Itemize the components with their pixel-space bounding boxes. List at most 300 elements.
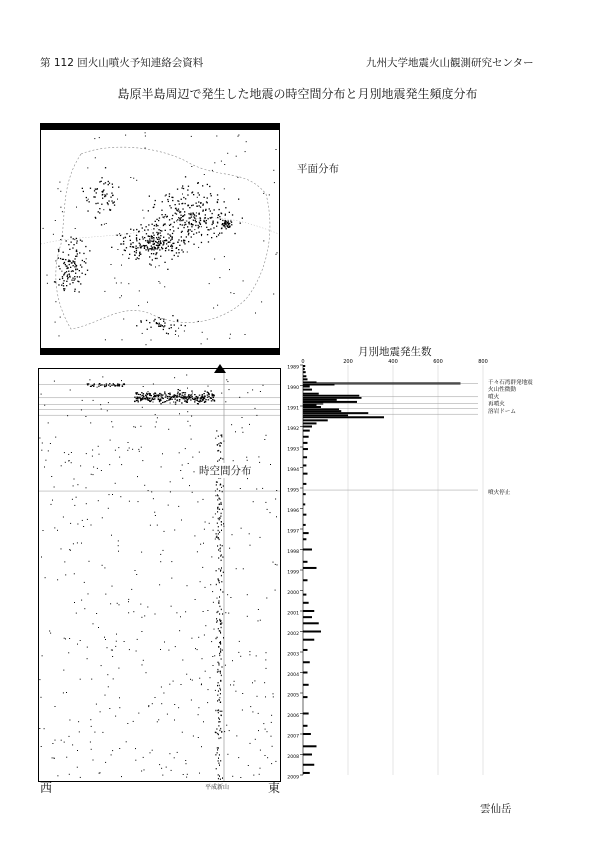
spacetime-dot: [256, 489, 257, 490]
spacetime-dot: [64, 561, 65, 562]
map-dot: [63, 283, 64, 284]
map-dot: [226, 228, 227, 229]
spacetime-dot: [141, 447, 142, 448]
spacetime-dot: [157, 417, 158, 418]
spacetime-dot: [219, 655, 220, 656]
map-dot: [74, 261, 75, 262]
map-dot: [60, 258, 61, 259]
map-dot: [86, 200, 87, 201]
spacetime-dot: [153, 396, 155, 397]
spacetime-dot: [91, 749, 92, 750]
map-dot: [43, 228, 44, 229]
map-dot: [164, 286, 165, 287]
spacetime-dot: [221, 627, 222, 628]
spacetime-dot: [116, 634, 117, 635]
spacetime-dot: [187, 585, 188, 586]
histogram-bar: [303, 672, 308, 674]
histogram-bar: [303, 503, 305, 505]
spacetime-dot: [71, 462, 72, 463]
spacetime-dot: [109, 708, 110, 709]
spacetime-dot: [221, 731, 222, 732]
map-dot: [58, 188, 59, 189]
spacetime-dot: [66, 692, 67, 693]
map-dot: [210, 228, 211, 229]
spacetime-dot: [69, 638, 70, 639]
spacetime-dot: [187, 399, 189, 400]
spacetime-dot: [153, 402, 154, 403]
spacetime-dot: [57, 775, 58, 776]
map-dot: [181, 220, 182, 221]
map-dot: [201, 343, 202, 344]
map-dot: [102, 194, 103, 195]
spacetime-dot: [89, 379, 90, 380]
map-dot: [153, 232, 154, 233]
spacetime-dot: [217, 671, 218, 672]
spacetime-dot: [102, 517, 103, 518]
spacetime-dot: [215, 490, 216, 491]
map-dot: [73, 265, 74, 266]
spacetime-dot: [133, 426, 134, 427]
map-dot: [76, 265, 77, 266]
map-dot: [188, 233, 189, 234]
map-dot: [135, 248, 136, 249]
map-dot: [207, 197, 208, 198]
map-dot: [216, 226, 217, 227]
spacetime-dot: [220, 689, 221, 690]
map-dot: [117, 235, 118, 236]
map-dot: [141, 246, 142, 247]
spacetime-dot: [92, 456, 93, 457]
spacetime-dot: [57, 530, 58, 531]
map-dot: [242, 218, 243, 219]
map-dot: [148, 250, 149, 251]
histogram-bar: [303, 436, 309, 438]
map-dot: [69, 276, 70, 277]
spacetime-dot: [218, 530, 219, 531]
spacetime-dot: [263, 723, 264, 724]
spacetime-dot: [143, 757, 144, 758]
spacetime-dot: [150, 752, 151, 753]
map-dot: [178, 252, 179, 253]
map-dot: [177, 256, 178, 257]
map-dot: [179, 245, 180, 246]
spacetime-dot: [162, 775, 163, 776]
map-dot: [159, 265, 160, 266]
map-dot: [218, 215, 219, 216]
map-dot: [97, 203, 98, 204]
spacetime-dot: [173, 402, 174, 403]
spacetime-dot: [273, 562, 274, 563]
spacetime-dot: [140, 426, 141, 427]
spacetime-dot: [191, 439, 192, 440]
coastline: [56, 147, 270, 329]
spacetime-dot: [199, 452, 200, 453]
map-dot: [225, 214, 226, 215]
spacetime-dot: [275, 499, 276, 500]
histogram-year-label: 1994: [287, 468, 299, 473]
spacetime-dot: [253, 775, 254, 776]
histogram-year-label: 1999: [287, 570, 299, 576]
map-dot: [146, 233, 147, 234]
spacetime-dot: [170, 397, 172, 398]
histogram-bar: [303, 371, 306, 373]
spacetime-dot: [166, 767, 167, 768]
spacetime-dot: [182, 397, 184, 398]
spacetime-dot: [218, 760, 219, 761]
histogram-bar: [303, 538, 306, 540]
spacetime-dot: [232, 534, 233, 535]
map-dot: [69, 274, 70, 275]
volcano-name: 雲仙岳: [480, 803, 512, 815]
spacetime-dot: [109, 494, 110, 495]
spacetime-dot: [221, 393, 222, 394]
map-dot: [160, 283, 161, 284]
map-dot: [155, 258, 156, 259]
map-dot: [238, 135, 239, 136]
map-dot: [75, 228, 76, 229]
spacetime-dot: [164, 392, 166, 393]
spacetime-dot: [211, 400, 213, 401]
spacetime-dot: [259, 774, 260, 775]
spacetime-dot: [150, 525, 151, 526]
map-dot: [171, 197, 172, 198]
spacetime-dot: [218, 758, 219, 759]
spacetime-dot: [249, 651, 250, 652]
spacetime-dot: [83, 526, 84, 527]
spacetime-dot: [214, 629, 215, 630]
map-dot: [206, 227, 207, 228]
map-dot: [146, 344, 147, 345]
map-dot: [219, 216, 220, 217]
map-dot: [240, 223, 241, 224]
map-dot: [138, 258, 139, 259]
spacetime-dot: [230, 684, 231, 685]
spacetime-dot: [212, 394, 214, 395]
spacetime-dot: [220, 589, 221, 590]
map-dot: [86, 258, 87, 259]
spacetime-dot: [175, 404, 177, 405]
spacetime-dot: [93, 384, 94, 385]
map-dot: [169, 193, 170, 194]
map-dot: [144, 245, 145, 246]
map-dot: [157, 233, 158, 234]
spacetime-dot: [186, 401, 188, 402]
spacetime-dot: [120, 496, 121, 497]
map-dot: [68, 261, 69, 262]
map-dot: [217, 201, 218, 202]
map-dot: [261, 301, 262, 302]
map-dot: [96, 189, 97, 190]
spacetime-dot: [225, 665, 226, 666]
map-dot: [147, 240, 148, 241]
map-dot: [166, 243, 167, 244]
map-dot: [166, 333, 167, 334]
spacetime-dot: [81, 409, 82, 410]
map-dot: [60, 317, 61, 318]
spacetime-dot: [161, 703, 162, 704]
spacetime-dot: [249, 533, 250, 534]
map-dot: [157, 239, 158, 240]
document-title: 島原半島周辺で発生した地震の時空間分布と月別地震発生頻度分布: [117, 87, 478, 101]
map-dot: [68, 271, 69, 272]
spacetime-dot: [266, 598, 267, 599]
spacetime-dot: [217, 733, 218, 734]
map-dot: [188, 231, 189, 232]
map-dot: [60, 191, 61, 192]
spacetime-dot: [64, 742, 65, 743]
map-dot: [225, 224, 226, 225]
map-dot: [193, 234, 194, 235]
map-dot: [149, 238, 150, 239]
spacetime-dot: [227, 754, 228, 755]
map-dot: [193, 205, 194, 206]
map-dot: [140, 320, 141, 321]
map-dot: [228, 224, 229, 225]
spacetime-dot: [77, 484, 78, 485]
map-dot: [69, 249, 70, 250]
spacetime-dot: [260, 620, 261, 621]
spacetime-dot: [131, 589, 132, 590]
spacetime-dot: [221, 675, 222, 676]
map-dot: [269, 194, 270, 195]
spacetime-dot: [146, 393, 148, 394]
map-dot: [156, 219, 157, 220]
map-dot: [205, 209, 206, 210]
spacetime-dot: [217, 444, 218, 445]
spacetime-dot: [246, 457, 247, 458]
spacetime-dot: [221, 524, 222, 525]
spacetime-dot: [112, 426, 113, 427]
map-dot: [114, 205, 115, 206]
spacetime-dot: [39, 438, 40, 439]
map-dot: [65, 272, 66, 273]
histogram-year-label: 1996: [287, 509, 299, 514]
map-dot: [86, 197, 87, 198]
map-dot: [156, 252, 157, 253]
map-dot: [214, 259, 215, 260]
spacetime-dot: [89, 561, 90, 562]
spacetime-dot: [216, 622, 217, 623]
spacetime-dot: [197, 649, 198, 650]
map-dot: [81, 266, 82, 267]
spacetime-dot: [219, 653, 220, 654]
map-dot: [125, 237, 126, 238]
spacetime-dot: [71, 452, 72, 453]
histogram-year-label: 1997: [287, 529, 299, 535]
spacetime-dot: [202, 399, 204, 400]
spacetime-dot: [220, 632, 221, 633]
spacetime-dot: [220, 737, 221, 738]
map-dot: [161, 210, 162, 211]
spacetime-dot: [159, 764, 160, 765]
map-dot: [191, 226, 192, 227]
map-dot: [162, 241, 163, 242]
map-dot: [217, 222, 218, 223]
spacetime-dot: [64, 638, 65, 639]
spacetime-dot: [219, 509, 220, 510]
map-dot: [205, 222, 206, 223]
spacetime-dot: [218, 671, 219, 672]
map-dot: [55, 281, 56, 282]
spacetime-dot: [184, 396, 186, 397]
spacetime-dot: [204, 635, 205, 636]
map-dot: [161, 230, 162, 231]
map-dot: [169, 328, 170, 329]
spacetime-dot: [100, 772, 101, 773]
spacetime-dot: [205, 587, 206, 588]
spacetime-dot: [104, 386, 105, 387]
map-dot: [201, 234, 202, 235]
histogram-bars: [303, 365, 461, 774]
map-dot: [98, 211, 99, 212]
spacetime-dot: [192, 398, 194, 399]
map-dot: [105, 167, 106, 168]
spacetime-dot: [149, 395, 151, 396]
spacetime-dot: [217, 499, 218, 500]
map-dot: [147, 246, 148, 247]
spacetime-dot: [217, 488, 218, 489]
map-dot: [177, 219, 178, 220]
meeting-label: 第 112 回火山噴火予知連絡会資料: [40, 57, 204, 69]
histogram-bar: [303, 696, 308, 698]
spacetime-dot: [222, 591, 223, 592]
spacetime-dot: [252, 711, 253, 712]
map-dot: [182, 208, 183, 209]
spacetime-dot: [54, 381, 55, 382]
spacetime-dot: [193, 736, 194, 737]
spacetime-dot: [168, 505, 169, 506]
map-dot: [139, 231, 140, 232]
spacetime-dot: [219, 459, 220, 460]
spacetime-dot: [215, 438, 216, 439]
map-dot: [196, 212, 197, 213]
map-dot: [178, 336, 179, 337]
map-dot: [205, 214, 206, 215]
spacetime-dot: [80, 777, 81, 778]
spacetime-dot: [84, 582, 85, 583]
map-dot: [163, 224, 164, 225]
spacetime-dot: [200, 401, 202, 402]
spacetime-dot: [221, 620, 222, 621]
spacetime-dot: [202, 567, 203, 568]
spacetime-dot: [157, 525, 158, 526]
map-dot: [188, 241, 189, 242]
map-dot: [68, 244, 69, 245]
spacetime-dot: [112, 650, 113, 651]
spacetime-dot: [133, 721, 134, 722]
spacetime-dot: [174, 704, 175, 705]
spacetime-dot: [218, 450, 219, 451]
spacetime-dot: [148, 391, 149, 392]
spacetime-dot: [129, 501, 130, 502]
spacetime-dot: [137, 476, 138, 477]
spacetime-dot: [74, 602, 75, 603]
map-dot: [71, 262, 72, 263]
spacetime-dot: [220, 641, 221, 642]
map-dot: [183, 219, 184, 220]
spacetime-dot: [275, 564, 276, 565]
map-dot: [190, 213, 191, 214]
map-dot: [66, 285, 67, 286]
map-dot: [62, 211, 63, 212]
map-dot: [82, 260, 83, 261]
spacetime-dot: [185, 448, 186, 449]
map-dot: [154, 247, 155, 248]
spacetime-dot: [220, 499, 221, 500]
map-dot: [245, 334, 246, 335]
spacetime-dot: [220, 680, 221, 681]
spacetime-dot: [138, 501, 139, 502]
map-dot: [170, 236, 171, 237]
map-dot: [216, 136, 217, 137]
spacetime-dot: [157, 721, 158, 722]
map-dot: [103, 189, 104, 190]
map-dot: [73, 271, 74, 272]
spacetime-dot: [258, 456, 259, 457]
spacetime-dot: [159, 400, 161, 401]
spacetime-dot: [159, 584, 160, 585]
spacetime-dot: [93, 400, 94, 401]
spacetime-dot: [170, 403, 171, 404]
spacetime-dot: [118, 540, 119, 541]
map-dot: [55, 301, 56, 302]
spacetime-dot: [219, 730, 220, 731]
spacetime-dot: [208, 689, 209, 690]
epicenter-map: [40, 123, 280, 355]
map-dot: [188, 229, 189, 230]
spacetime-dot: [258, 609, 259, 610]
map-dot: [273, 294, 274, 295]
map-dot: [144, 230, 145, 231]
map-dot: [118, 187, 119, 188]
map-dot: [61, 285, 62, 286]
spacetime-dot: [54, 487, 55, 488]
spacetime-dot: [185, 400, 186, 401]
map-dot: [216, 236, 217, 237]
map-dot: [160, 242, 161, 243]
map-dot: [123, 241, 124, 242]
spacetime-dot: [108, 385, 109, 386]
spacetime-dot: [42, 443, 43, 444]
map-dot: [156, 225, 157, 226]
map-dot: [62, 278, 63, 279]
map-dot: [106, 223, 107, 224]
spacetime-dot: [176, 397, 178, 398]
spacetime-dot: [160, 395, 162, 396]
histogram-bar: [303, 414, 348, 416]
spacetime-dot: [218, 721, 219, 722]
map-dot: [234, 293, 235, 294]
spacetime-dot: [165, 401, 167, 402]
spacetime-dot: [196, 396, 198, 397]
map-label: 平面分布: [297, 163, 339, 175]
spacetime-dot: [227, 381, 228, 382]
map-dot: [145, 132, 146, 133]
histogram-x-tick: 600: [433, 359, 443, 365]
west-label: 西: [40, 781, 53, 795]
map-dot: [112, 202, 113, 203]
spacetime-dot: [220, 651, 221, 652]
map-dot: [59, 335, 60, 336]
spacetime-dot: [249, 654, 250, 655]
map-dot: [79, 252, 80, 253]
map-dot: [199, 194, 200, 195]
map-dot: [136, 240, 137, 241]
spacetime-dot: [247, 478, 248, 479]
spacetime-dot: [170, 481, 171, 482]
spacetime-dot: [204, 529, 205, 530]
spacetime-dot: [52, 743, 53, 744]
